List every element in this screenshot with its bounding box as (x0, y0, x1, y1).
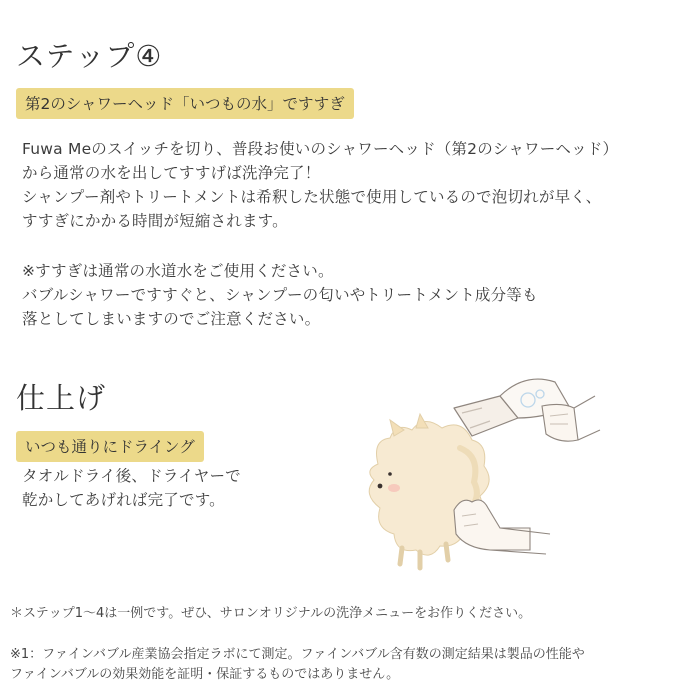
caution-line-3: 落としてしまいますのでご注意ください。 (22, 310, 321, 328)
footnote-line-1: ※1：ファインバブル産業協会指定ラボにて測定。ファインバブル含有数の測定結果は製品の性能や (10, 647, 585, 662)
step4-paragraph (22, 137, 618, 233)
lower-hand-icon (454, 500, 550, 554)
caution-line-1: ※すすぎは通常の水道水をご使用ください。 (22, 262, 334, 280)
finish-line-2: 乾かしてあげれば完了です。 (22, 491, 225, 509)
step4-label: 第2のシャワーヘッド「いつもの水」ですすぎ (16, 88, 354, 119)
dog-drying-illustration (350, 378, 680, 588)
footnote (10, 645, 585, 685)
finish-heading: 仕上げ (16, 381, 107, 415)
finish-paragraph (22, 464, 241, 512)
dog-nose-icon (378, 484, 383, 489)
steps-note: ＊ステップ1〜4は一例です。ぜひ、サロンオリジナルの洗浄メニューをお作りください。 (10, 606, 532, 621)
step4-heading: ステップ④ (16, 39, 163, 73)
finish-line-1: タオルドライ後、ドライヤーで (22, 467, 241, 485)
step4-line-1: Fuwa Meのスイッチを切り、普段お使いのシャワーヘッド（第2のシャワーヘッド） (22, 140, 619, 158)
caution-line-2: バブルシャワーですすぐと、シャンプーの匂いやトリートメント成分等も (22, 286, 538, 304)
step4-line-2: から通常の水を出してすすげば洗浄完了！ (22, 164, 321, 182)
finish-label: いつも通りにドライング (16, 431, 204, 462)
step4-caution (22, 259, 538, 331)
step4-line-4: すすぎにかかる時間が短縮されます。 (22, 212, 288, 230)
step4-line-3: シャンプー剤やトリートメントは希釈した状態で使用しているので泡切れが早く、 (22, 188, 602, 206)
dog-drying-svg (350, 378, 680, 588)
dog-eye-icon (388, 472, 392, 476)
footnote-line-2: ファインバブルの効果効能を証明・保証するものではありません。 (10, 667, 400, 682)
